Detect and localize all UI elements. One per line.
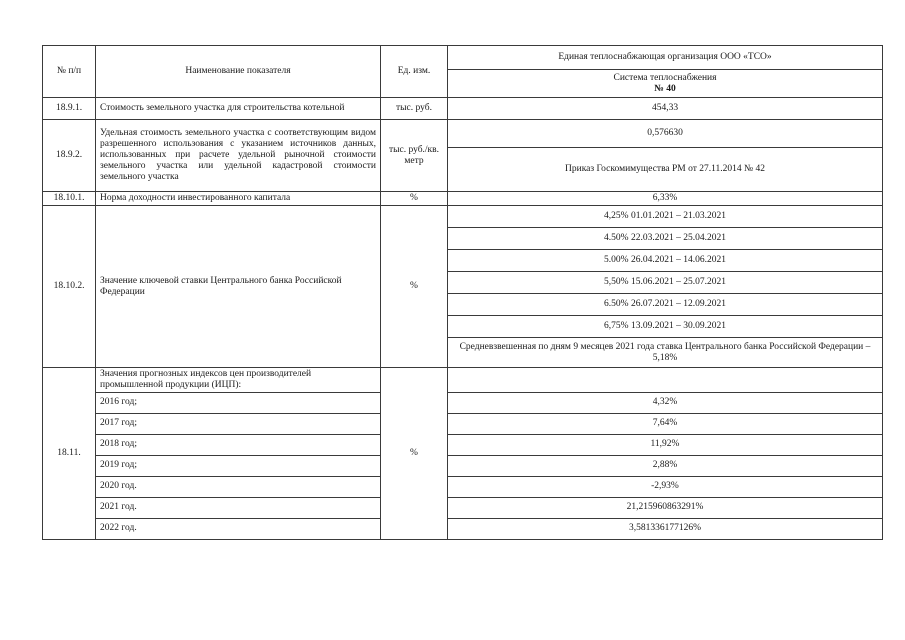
row-value: 454,33	[448, 98, 883, 120]
year-row	[43, 392, 883, 413]
year-label: 2021 год.	[96, 497, 381, 518]
year-value: 2,88%	[448, 455, 883, 476]
rate-value: 6,75% 13.09.2021 – 30.09.2021	[448, 316, 883, 338]
row-name: Значение ключевой ставки Центрального банка Российской Федерации	[96, 206, 381, 368]
year-row	[43, 476, 883, 497]
rate-value: 5,50% 15.06.2021 – 25.07.2021	[448, 272, 883, 294]
year-label: 2022 год.	[96, 518, 381, 539]
year-label: 2020 год.	[96, 476, 381, 497]
year-value: -2,93%	[448, 476, 883, 497]
year-row	[43, 413, 883, 434]
header-name: Наименование показателя	[96, 46, 381, 98]
header-system-line1: Система теплоснабжения	[613, 72, 717, 83]
year-value: 3,581336177126%	[448, 518, 883, 539]
row-num: 18.9.2.	[43, 120, 96, 192]
year-row	[43, 455, 883, 476]
year-value: 7,64%	[448, 413, 883, 434]
row-unit: %	[381, 192, 448, 206]
header-unit: Ед. изм.	[381, 46, 448, 98]
row-source: Приказ Госкомимущества РМ от 27.11.2014 № 42	[448, 148, 883, 192]
row-value	[448, 368, 883, 393]
header-system	[448, 70, 883, 98]
row-value: 0,576630	[448, 120, 883, 148]
table-row	[43, 368, 883, 393]
year-row	[43, 434, 883, 455]
rate-value: 4.50% 22.03.2021 – 25.04.2021	[448, 228, 883, 250]
row-num: 18.10.2.	[43, 206, 96, 368]
rate-value: 4,25% 01.01.2021 – 21.03.2021	[448, 206, 883, 228]
year-value: 11,92%	[448, 434, 883, 455]
year-row	[43, 497, 883, 518]
table-row	[43, 192, 883, 206]
table-row	[43, 120, 883, 148]
row-value: 6,33%	[448, 192, 883, 206]
row-num: 18.11.	[43, 368, 96, 540]
header-org: Единая теплоснабжающая организация ООО «ТСО»	[448, 46, 883, 70]
header-system-line2: № 40	[654, 83, 676, 94]
year-label: 2018 год;	[96, 434, 381, 455]
year-value: 4,32%	[448, 392, 883, 413]
row-name: Значения прогнозных индексов цен производителей промышленной продукции (ИЦП):	[96, 368, 381, 393]
year-value: 21,215960863291%	[448, 497, 883, 518]
row-unit: %	[381, 368, 448, 540]
table-row	[43, 206, 883, 228]
indicators-table	[42, 45, 883, 540]
row-unit: тыс. руб.	[381, 98, 448, 120]
row-num: 18.10.1.	[43, 192, 96, 206]
row-name: Норма доходности инвестированного капитала	[96, 192, 381, 206]
row-num: 18.9.1.	[43, 98, 96, 120]
year-label: 2019 год;	[96, 455, 381, 476]
table-row	[43, 98, 883, 120]
header-num: № п/п	[43, 46, 96, 98]
year-label: 2017 год;	[96, 413, 381, 434]
rate-summary: Средневзвешенная по дням 9 месяцев 2021 года ставка Центрального банка Российской Федерации – 5,18%	[448, 338, 883, 368]
row-unit: %	[381, 206, 448, 368]
rate-value: 6.50% 26.07.2021 – 12.09.2021	[448, 294, 883, 316]
row-unit: тыс. руб./кв. метр	[381, 120, 448, 192]
rate-value: 5.00% 26.04.2021 – 14.06.2021	[448, 250, 883, 272]
year-label: 2016 год;	[96, 392, 381, 413]
row-name: Стоимость земельного участка для строительства котельной	[96, 98, 381, 120]
year-row	[43, 518, 883, 539]
row-name: Удельная стоимость земельного участка с соответствующим видом разрешенного использования с указанием источников данных, использованных при расчете удельной рыночной стоимости земельного участка или удельной кадастровой стоимости земельного участка	[96, 120, 381, 192]
